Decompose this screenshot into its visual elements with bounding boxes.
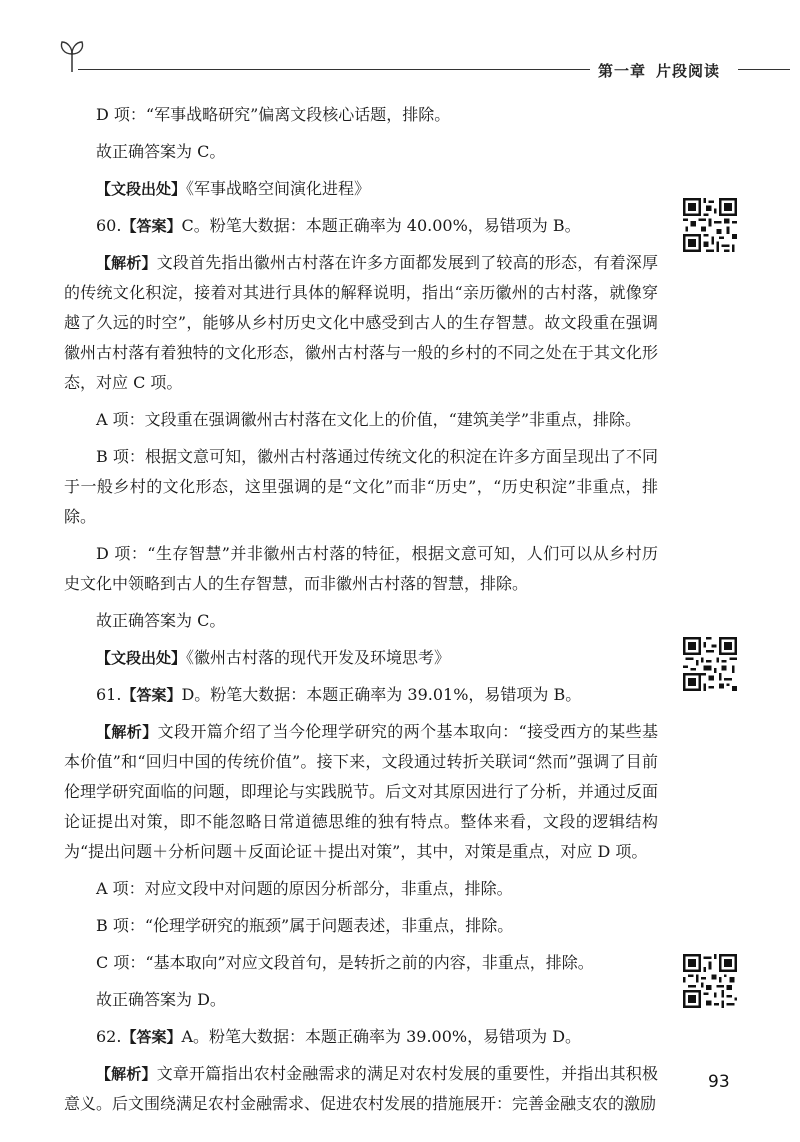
question-number: 61. [96,685,122,704]
header-rule-left [78,69,590,70]
question-number: 62. [96,1027,122,1046]
answer-label: 【答案】 [121,1028,182,1046]
answer-label: 【答案】 [121,686,182,704]
page-header [0,0,800,90]
analysis-label: 【解析】 [96,254,157,272]
paragraph: A 项：对应文段中对问题的原因分析部分，非重点，排除。 [96,879,513,898]
chapter-title [598,60,720,81]
paragraph: 故正确答案为 D。 [96,990,226,1009]
chapter-number: 第一章 [598,62,647,80]
source-line: 【文段出处】《徽州古村落的现代开发及环境思考》 [96,648,451,667]
paragraph: D 项：“军事战略研究”偏离文段核心话题，排除。 [96,105,451,124]
qr-code-icon[interactable] [683,198,737,252]
analysis-paragraph: 【解析】文段首先指出徽州古村落在许多方面都发展到了较高的形态，有着深厚的传统文化积淀，接着对其进行具体的解释说明，指出“亲历徽州的古村落，就像穿越了久远的时空”，能够从乡村历史文化中感受到古人的生存智慧。故文段重在强调徽州古村落有着独特的文化形态，徽州古村落与一般的乡村的不同之处在于其文化形态，对应 C 项。 [64,253,658,392]
answer-line: 61.【答案】D。粉笔大数据：本题正确率为 39.01%，易错项为 B。 [96,685,582,704]
source-label: 【文段出处】 [96,180,187,198]
qr-code-icon[interactable] [683,954,737,1008]
page-body [64,100,658,1126]
page-number: 93 [708,1072,730,1092]
source-line: 【文段出处】《军事战略空间演化进程》 [96,179,371,198]
paragraph: 故正确答案为 C。 [96,611,226,630]
analysis-label: 【解析】 [96,1065,157,1083]
answer-line: 60.【答案】C。粉笔大数据：本题正确率为 40.00%，易错项为 B。 [96,216,581,235]
paragraph: C 项：“基本取向”对应文段首句，是转折之前的内容，非重点，排除。 [96,953,594,972]
header-rule-right [738,69,790,70]
paragraph: B 项：“伦理学研究的瓶颈”属于问题表述，非重点，排除。 [96,916,514,935]
analysis-paragraph: 【解析】文段开篇介绍了当今伦理学研究的两个基本取向：“接受西方的某些基本价值”和“回归中国的传统价值”。接下来，文段通过转折关联词“然而”强调了目前伦理学研究面临的问题，即理论与实践脱节。后文对其原因进行了分析，并通过反面论证提出对策，即不能忽略日常道德思维的独有特点。整体来看，文段的逻辑结构为“提出问题＋分析问题＋反面论证＋提出对策”，其中，对策是重点，对应 D 项。 [64,722,658,861]
paragraph: A 项：文段重在强调徽州古村落在文化上的价值，“建筑美学”非重点，排除。 [96,410,642,429]
question-number: 60. [96,216,122,235]
answer-label: 【答案】 [121,217,182,235]
source-label: 【文段出处】 [96,649,187,667]
paragraph: 故正确答案为 C。 [96,142,226,161]
analysis-label: 【解析】 [96,723,158,741]
qr-code-icon[interactable] [683,637,737,691]
section-title: 片段阅读 [656,62,721,80]
paragraph: D 项：“生存智慧”并非徽州古村落的特征，根据文意可知，人们可以从乡村历史文化中领略到古人的生存智慧，而非徽州古村落的智慧，排除。 [64,544,658,593]
analysis-paragraph: 【解析】文章开篇指出农村金融需求的满足对农村发展的重要性，并指出其积极意义。后文围绕满足农村金融需求、促进农村发展的措施展开：完善金融支农的激励 [64,1064,658,1113]
answer-line: 62.【答案】A。粉笔大数据：本题正确率为 39.00%，易错项为 D。 [96,1027,582,1046]
paragraph: B 项：根据文意可知，徽州古村落通过传统文化的积淀在许多方面呈现出了不同于一般乡村的文化形态，这里强调的是“文化”而非“历史”，“历史积淀”非重点，排除。 [64,447,658,526]
